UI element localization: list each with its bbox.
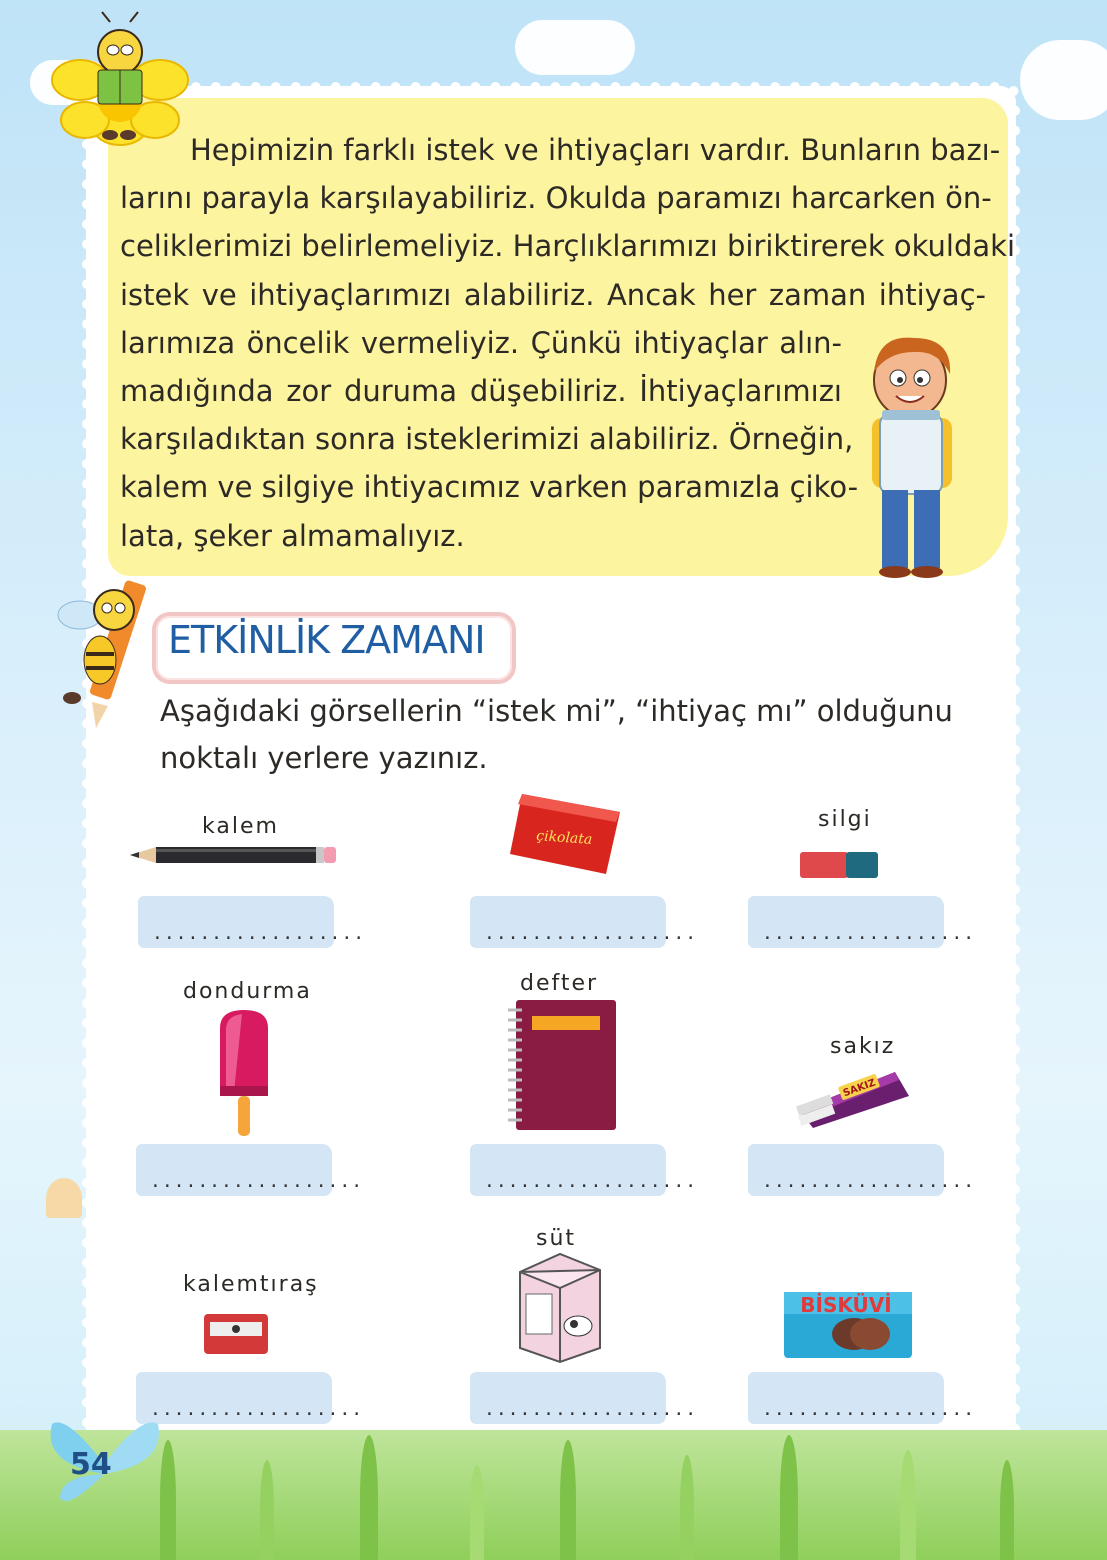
instruction-line: noktalı yerlere yazınız. xyxy=(160,741,488,775)
item-label-defter: defter xyxy=(520,971,599,996)
decorative-shape xyxy=(46,1178,82,1218)
dotted-line: .................. xyxy=(762,923,976,944)
sharpener-icon xyxy=(204,1314,270,1356)
answer-field[interactable] xyxy=(748,896,976,948)
answer-field[interactable] xyxy=(138,896,366,948)
page-number: 54 xyxy=(70,1447,112,1482)
paragraph-line: larını parayla karşılayabiliriz. Okulda paramızı harcarken ön- xyxy=(120,181,992,216)
bee-pencil-icon xyxy=(52,570,162,740)
item-label-silgi: silgi xyxy=(818,807,872,832)
item-label-sut: süt xyxy=(536,1226,577,1251)
answer-field[interactable] xyxy=(470,896,698,948)
paragraph-line: larımıza öncelik vermeliyiz. Çünkü ihtiyaçlar alın- xyxy=(120,325,842,360)
item-label-sakiz: sakız xyxy=(830,1034,896,1059)
paragraph-line: madığında zor duruma düşebiliriz. İhtiyaçlarımızı xyxy=(120,374,842,409)
pencil-icon xyxy=(130,843,340,867)
gum-icon xyxy=(795,1066,913,1130)
boy-with-jar-illustration xyxy=(858,330,968,578)
chocolate-icon xyxy=(508,792,622,876)
milk-carton-icon xyxy=(516,1252,602,1364)
gum-pack-label: SAKIZ xyxy=(841,1077,878,1100)
paragraph-line: istek ve ihtiyaçlarımızı alabiliriz. Ancak her zaman ihtiyaç- xyxy=(120,277,986,312)
dotted-line: .................. xyxy=(152,923,366,944)
reading-paragraph xyxy=(120,126,1016,560)
dotted-line: .................. xyxy=(484,1171,698,1192)
answer-field[interactable] xyxy=(748,1144,976,1196)
dotted-line: .................. xyxy=(762,1171,976,1192)
dotted-line: .................. xyxy=(484,923,698,944)
dotted-line: .................. xyxy=(150,1171,364,1192)
answer-field[interactable] xyxy=(136,1372,364,1424)
grass-decoration xyxy=(0,1430,1107,1560)
paragraph-line: lata, şeker almamalıyız. xyxy=(120,518,465,553)
eraser-icon xyxy=(800,850,880,880)
paragraph-line: karşıladıktan sonra isteklerimizi alabiliriz. Örneğin, xyxy=(120,422,854,457)
answer-field[interactable] xyxy=(136,1144,364,1196)
biscuit-pack-label: BİSKÜVİ xyxy=(800,1293,892,1317)
paragraph-line: celiklerimizi belirlemeliyiz. Harçlıklarımızı biriktirerek okuldaki xyxy=(120,229,1016,264)
instruction-line: Aşağıdaki görsellerin “istek mi”, “ihtiyaç mı” olduğunu xyxy=(160,694,953,728)
chocolate-pack-label: çikolata xyxy=(535,828,593,848)
paragraph-line: Hepimizin farklı istek ve ihtiyaçları vardır. Bunların bazı- xyxy=(190,133,1001,167)
biscuit-icon xyxy=(780,1290,914,1360)
cloud xyxy=(515,20,635,75)
ice-cream-icon xyxy=(216,1008,272,1138)
dotted-line: .................. xyxy=(150,1399,364,1420)
dotted-line: .................. xyxy=(762,1399,976,1420)
activity-instruction xyxy=(160,688,960,782)
cloud xyxy=(1020,40,1107,120)
answer-field[interactable] xyxy=(470,1372,698,1424)
answer-field[interactable] xyxy=(748,1372,976,1424)
item-label-kalemtiras: kalemtıraş xyxy=(183,1272,319,1297)
dotted-line: .................. xyxy=(484,1399,698,1420)
answer-field[interactable] xyxy=(470,1144,698,1196)
notebook-icon xyxy=(506,1000,618,1132)
activity-title: ETKİNLİK ZAMANI xyxy=(168,618,485,662)
item-label-kalem: kalem xyxy=(202,814,279,839)
item-label-dondurma: dondurma xyxy=(183,979,312,1004)
paragraph-line: kalem ve silgiye ihtiyacımız varken paramızla çiko- xyxy=(120,470,859,505)
